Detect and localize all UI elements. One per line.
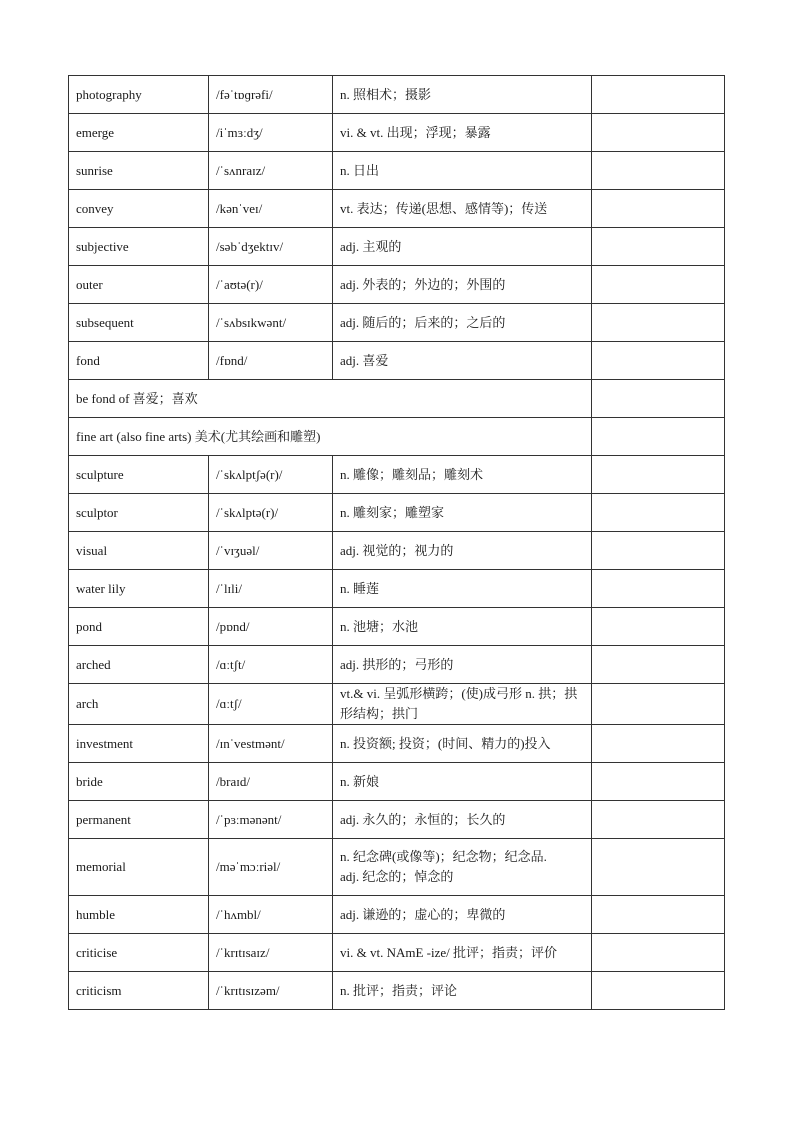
word-cell: subjective bbox=[69, 228, 209, 266]
blank-cell bbox=[592, 380, 725, 418]
word-cell: sculpture bbox=[69, 456, 209, 494]
blank-cell bbox=[592, 190, 725, 228]
phonetic-cell: /pɒnd/ bbox=[209, 608, 333, 646]
meaning-cell: adj. 随后的；后来的；之后的 bbox=[333, 304, 592, 342]
table-row bbox=[69, 763, 725, 801]
word-cell: investment bbox=[69, 725, 209, 763]
phonetic-cell: /ˈhʌmbl/ bbox=[209, 896, 333, 934]
meaning-cell: n. 池塘；水池 bbox=[333, 608, 592, 646]
blank-cell bbox=[592, 570, 725, 608]
meaning-cell: n. 批评；指责；评论 bbox=[333, 972, 592, 1010]
phonetic-cell: /ˈkrɪtɪsaɪz/ bbox=[209, 934, 333, 972]
word-cell: criticism bbox=[69, 972, 209, 1010]
table-row bbox=[69, 608, 725, 646]
table-row bbox=[69, 725, 725, 763]
table-row bbox=[69, 896, 725, 934]
meaning-cell: n. 雕刻家；雕塑家 bbox=[333, 494, 592, 532]
phrase-cell: fine art (also fine arts) 美术(尤其绘画和雕塑) bbox=[69, 418, 592, 456]
table-row bbox=[69, 801, 725, 839]
vocabulary-table bbox=[68, 75, 725, 1010]
phonetic-cell: /fɒnd/ bbox=[209, 342, 333, 380]
meaning-cell: adj. 永久的；永恒的；长久的 bbox=[333, 801, 592, 839]
table-row bbox=[69, 228, 725, 266]
blank-cell bbox=[592, 418, 725, 456]
word-cell: bride bbox=[69, 763, 209, 801]
word-cell: memorial bbox=[69, 839, 209, 896]
meaning-line: adj. 纪念的；悼念的 bbox=[340, 869, 454, 884]
meaning-cell: adj. 拱形的；弓形的 bbox=[333, 646, 592, 684]
table-row bbox=[69, 342, 725, 380]
phonetic-cell: /ɑːtʃ/ bbox=[209, 684, 333, 725]
meaning-cell bbox=[333, 839, 592, 896]
table-row bbox=[69, 152, 725, 190]
blank-cell bbox=[592, 494, 725, 532]
blank-cell bbox=[592, 896, 725, 934]
blank-cell bbox=[592, 972, 725, 1010]
blank-cell bbox=[592, 342, 725, 380]
meaning-cell: n. 新娘 bbox=[333, 763, 592, 801]
word-cell: permanent bbox=[69, 801, 209, 839]
word-cell: visual bbox=[69, 532, 209, 570]
table-row bbox=[69, 418, 725, 456]
phonetic-cell: /ˈpɜːmənənt/ bbox=[209, 801, 333, 839]
meaning-cell: n. 照相术；摄影 bbox=[333, 76, 592, 114]
blank-cell bbox=[592, 646, 725, 684]
meaning-cell: vt.& vi. 呈弧形横跨；(使)成弓形 n. 拱；拱形结构；拱门 bbox=[333, 684, 592, 725]
table-row bbox=[69, 76, 725, 114]
phonetic-cell: /səbˈdʒektɪv/ bbox=[209, 228, 333, 266]
phonetic-cell: /ˈskʌlptʃə(r)/ bbox=[209, 456, 333, 494]
vocabulary-table-body bbox=[69, 76, 725, 1010]
word-cell: sunrise bbox=[69, 152, 209, 190]
meaning-cell: vi. & vt. NAmE -ize/ 批评；指责；评价 bbox=[333, 934, 592, 972]
word-cell: sculptor bbox=[69, 494, 209, 532]
word-cell: humble bbox=[69, 896, 209, 934]
word-cell: photography bbox=[69, 76, 209, 114]
table-row bbox=[69, 190, 725, 228]
phonetic-cell: /ˈsʌnraɪz/ bbox=[209, 152, 333, 190]
meaning-cell: n. 睡莲 bbox=[333, 570, 592, 608]
blank-cell bbox=[592, 725, 725, 763]
blank-cell bbox=[592, 763, 725, 801]
blank-cell bbox=[592, 801, 725, 839]
phonetic-cell: /ˈskʌlptə(r)/ bbox=[209, 494, 333, 532]
meaning-cell: adj. 谦逊的；虚心的；卑微的 bbox=[333, 896, 592, 934]
meaning-cell: adj. 主观的 bbox=[333, 228, 592, 266]
phonetic-cell: /ɑːtʃt/ bbox=[209, 646, 333, 684]
table-row bbox=[69, 972, 725, 1010]
word-cell: fond bbox=[69, 342, 209, 380]
table-row bbox=[69, 380, 725, 418]
word-cell: outer bbox=[69, 266, 209, 304]
word-cell: convey bbox=[69, 190, 209, 228]
word-cell: arched bbox=[69, 646, 209, 684]
meaning-cell: n. 雕像；雕刻品；雕刻术 bbox=[333, 456, 592, 494]
meaning-cell: vt. 表达；传递(思想、感情等)；传送 bbox=[333, 190, 592, 228]
table-row bbox=[69, 646, 725, 684]
meaning-cell: adj. 外表的；外边的；外围的 bbox=[333, 266, 592, 304]
phrase-cell: be fond of 喜爱；喜欢 bbox=[69, 380, 592, 418]
blank-cell bbox=[592, 266, 725, 304]
meaning-cell: vi. & vt. 出现；浮现；暴露 bbox=[333, 114, 592, 152]
blank-cell bbox=[592, 76, 725, 114]
word-cell: pond bbox=[69, 608, 209, 646]
table-row bbox=[69, 456, 725, 494]
phonetic-cell: /kənˈveɪ/ bbox=[209, 190, 333, 228]
meaning-cell: n. 日出 bbox=[333, 152, 592, 190]
meaning-cell: adj. 喜爱 bbox=[333, 342, 592, 380]
word-cell: arch bbox=[69, 684, 209, 725]
phonetic-cell: /fəˈtɒɡrəfi/ bbox=[209, 76, 333, 114]
phonetic-cell: /ˈsʌbsɪkwənt/ bbox=[209, 304, 333, 342]
blank-cell bbox=[592, 684, 725, 725]
meaning-line: n. 纪念碑(或像等)；纪念物；纪念品. bbox=[340, 849, 547, 864]
phonetic-cell: /ˈaʊtə(r)/ bbox=[209, 266, 333, 304]
table-row bbox=[69, 304, 725, 342]
blank-cell bbox=[592, 114, 725, 152]
table-row bbox=[69, 494, 725, 532]
blank-cell bbox=[592, 228, 725, 266]
table-row bbox=[69, 114, 725, 152]
table-row bbox=[69, 934, 725, 972]
blank-cell bbox=[592, 456, 725, 494]
phonetic-cell: /ɪnˈvestmənt/ bbox=[209, 725, 333, 763]
table-row bbox=[69, 532, 725, 570]
phonetic-cell: /ˈlɪli/ bbox=[209, 570, 333, 608]
blank-cell bbox=[592, 532, 725, 570]
blank-cell bbox=[592, 608, 725, 646]
meaning-cell: n. 投资额; 投资；(时间、精力的)投入 bbox=[333, 725, 592, 763]
word-cell: criticise bbox=[69, 934, 209, 972]
phonetic-cell: /məˈmɔːriəl/ bbox=[209, 839, 333, 896]
word-cell: subsequent bbox=[69, 304, 209, 342]
blank-cell bbox=[592, 304, 725, 342]
table-row bbox=[69, 570, 725, 608]
blank-cell bbox=[592, 152, 725, 190]
table-row bbox=[69, 266, 725, 304]
blank-cell bbox=[592, 839, 725, 896]
phonetic-cell: /ˈvɪʒuəl/ bbox=[209, 532, 333, 570]
phonetic-cell: /ˈkrɪtɪsɪzəm/ bbox=[209, 972, 333, 1010]
blank-cell bbox=[592, 934, 725, 972]
table-row bbox=[69, 839, 725, 896]
table-row bbox=[69, 684, 725, 725]
word-cell: emerge bbox=[69, 114, 209, 152]
word-cell: water lily bbox=[69, 570, 209, 608]
phonetic-cell: /iˈmɜːdʒ/ bbox=[209, 114, 333, 152]
meaning-cell: adj. 视觉的；视力的 bbox=[333, 532, 592, 570]
phonetic-cell: /braɪd/ bbox=[209, 763, 333, 801]
